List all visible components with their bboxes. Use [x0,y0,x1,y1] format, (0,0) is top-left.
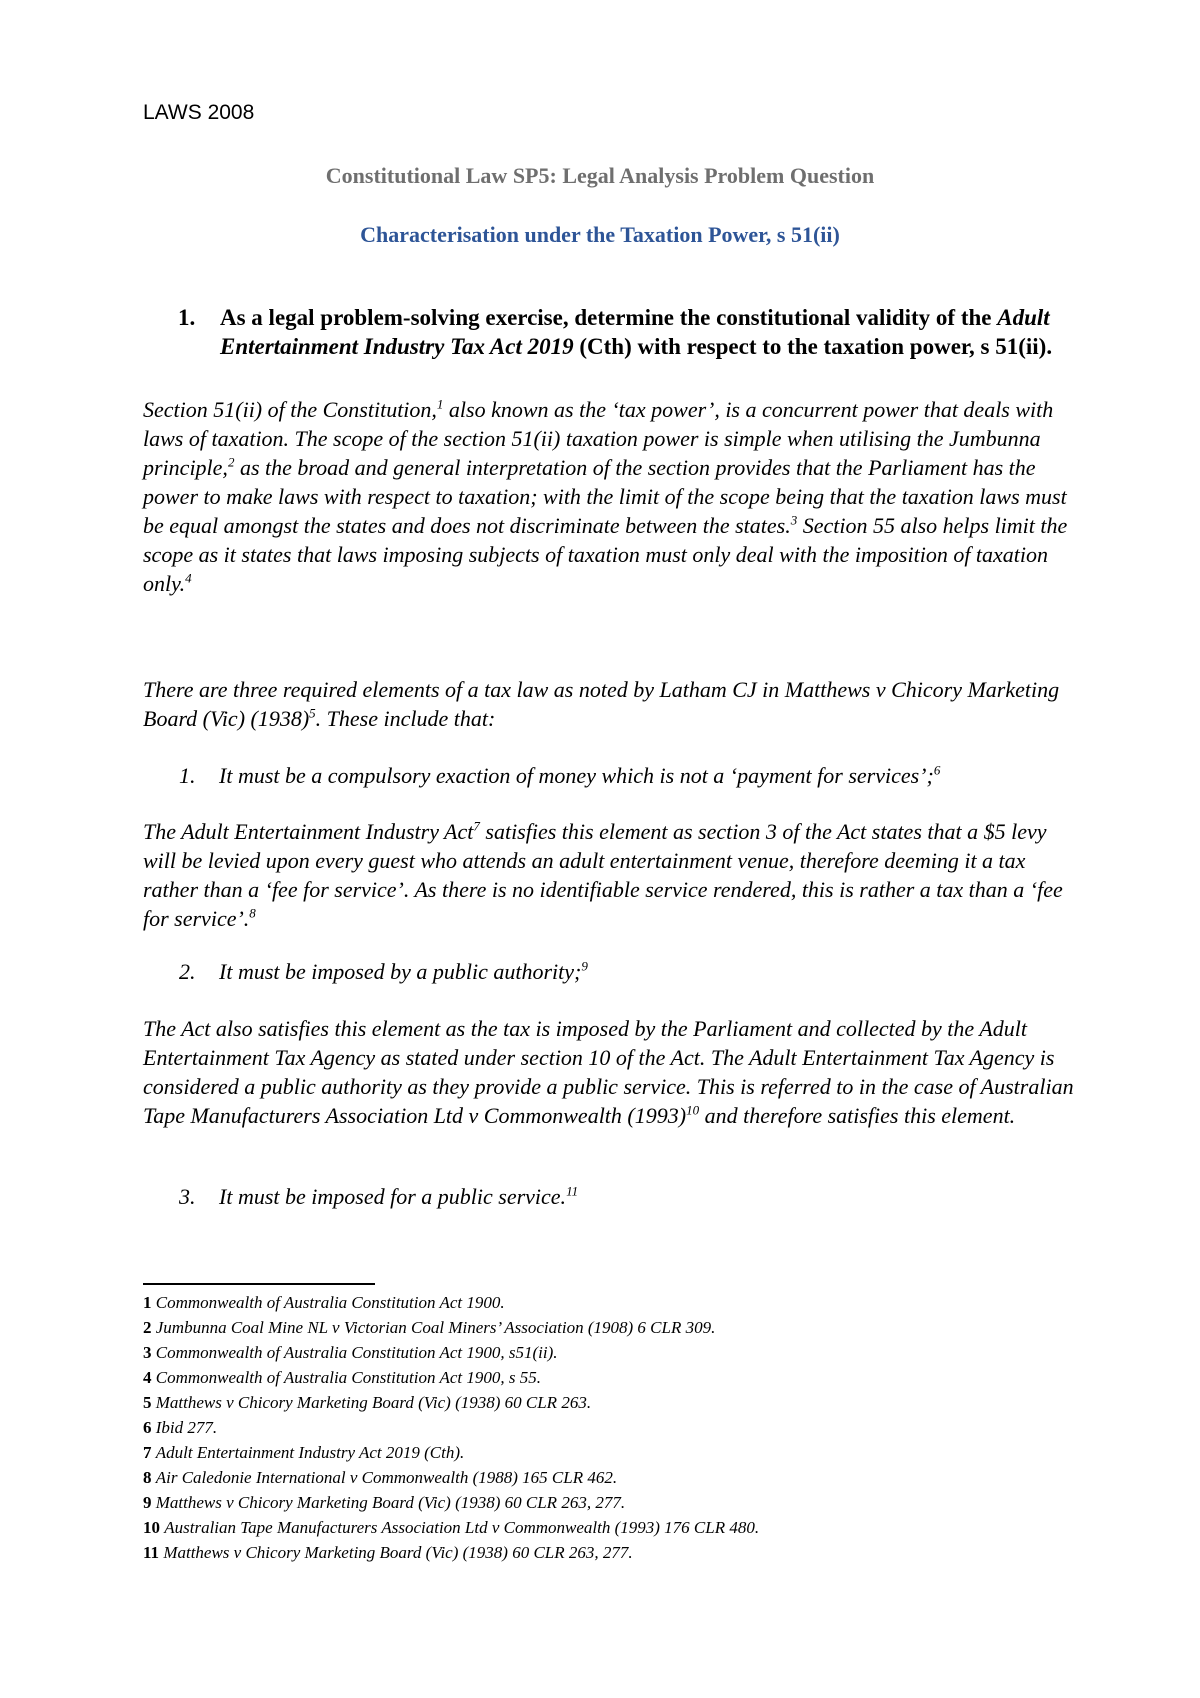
footnote-number: 7 [143,1443,152,1462]
footnote [143,1340,1103,1365]
element-text: It must be a compulsory exaction of money which is not a ‘payment for services’; [219,763,934,788]
element-item [179,761,1059,790]
footnote-number: 10 [143,1518,160,1537]
footnote-ref: 8 [249,905,256,921]
act-name: Adult Entertainment Industry Tax Act 2019 [220,305,1050,359]
footnote-number: 9 [143,1493,152,1512]
footnote-text: Matthews v Chicory Marketing Board (Vic) (1938) 60 CLR 263, 277. [163,1543,633,1562]
element-number: 3. [179,1184,196,1209]
footnote [143,1465,1103,1490]
paragraph-text: The Adult Entertainment Industry Act [143,819,474,844]
footnote-ref: 7 [473,818,480,834]
paragraph-text: Section 51(ii) of the Constitution, [143,397,437,422]
paragraph-text: satisfies this element as section 3 of the Act states that a $5 levy will be levied upon every guest who attends an adult entertainment venue, therefore deeming it a tax rather than a ‘fee for service’. As there is no identifiable service rendered, this is rather a tax than a ‘fee for service’. [143,819,1063,931]
paragraph-text: There are three required elements of a tax law as noted by Latham CJ in Matthews v Chicory Marketing Board (Vic) (1938) [143,677,1060,731]
footnote [143,1390,1103,1415]
footnote-text: Commonwealth of Australia Constitution Act 1900, s 55. [155,1368,541,1387]
paragraph-text: also known as the ‘tax power’, is a concurrent power that deals with laws of taxation. The scope of the section 51(ii) taxation power is simple when utilising the Jumbunna principle, [143,397,1054,480]
question-1 [178,303,1078,361]
footnote [143,1365,1103,1390]
footnote-ref: 2 [227,454,235,470]
paragraph-element-2 [143,1014,1083,1130]
paragraph-text: and therefore satisfies this element. [699,1103,1016,1128]
question-text-part: (Cth) with respect to the taxation power, s 51(ii). [573,334,1053,359]
question-text [220,303,1078,361]
element-item [179,1182,1059,1211]
footnote [143,1415,1103,1440]
footnote [143,1315,1103,1340]
question-number: 1. [178,305,196,330]
footnote-ref: 3 [790,512,798,528]
footnote-text: Matthews v Chicory Marketing Board (Vic) (1938) 60 CLR 263. [155,1393,592,1412]
footnote-number: 4 [143,1368,152,1387]
paragraph-element-1 [143,817,1083,933]
footnote [143,1515,1103,1540]
paragraph-text: as the broad and general interpretation of the section provides that the Parliament has the power to make laws with respect to taxation; with the limit of the scope being that the taxation laws must be equal amongst the states and does not discriminate between the states. [143,455,1067,538]
footnote [143,1440,1103,1465]
element-item [179,957,1059,986]
footnote-text: Commonwealth of Australia Constitution Act 1900. [155,1293,505,1312]
footnote-number: 1 [143,1293,152,1312]
footnote-ref: 10 [686,1102,700,1118]
footnote-number: 6 [143,1418,152,1437]
footnote [143,1540,1103,1565]
course-code: LAWS 2008 [143,101,255,124]
footnote-number: 8 [143,1468,152,1487]
footnote-number: 2 [143,1318,152,1337]
element-text: It must be imposed by a public authority; [219,959,582,984]
footnote-ref: 6 [933,762,941,778]
footnote-text: Australian Tape Manufacturers Association Ltd v Commonwealth (1993) 176 CLR 480. [164,1518,760,1537]
footnote-number: 5 [143,1393,152,1412]
footnotes [143,1290,1103,1565]
element-number: 1. [179,763,196,788]
footnote-text: Adult Entertainment Industry Act 2019 (Cth). [155,1443,465,1462]
footnote [143,1490,1103,1515]
footnote-ref: 1 [436,396,444,412]
footnote-ref: 4 [185,570,192,586]
footnote-ref: 5 [309,705,316,721]
paragraph-text: The Act also satisfies this element as the tax is imposed by the Parliament and collected by the Adult Entertainment Tax Agency as stated under section 10 of the Act. The Adult Entertainment Tax Agency is considered a public authority as they provide a public service. This is referred to in the case of Australian Tape Manufacturers Association Ltd v Commonwealth (1993) [143,1016,1074,1128]
question-text-part: As a legal problem-solving exercise, determine the constitutional validity of the [220,305,998,330]
paragraph-elements-intro [143,675,1083,733]
document-title: Constitutional Law SP5: Legal Analysis Problem Question [325,163,875,188]
footnote-text: Matthews v Chicory Marketing Board (Vic) (1938) 60 CLR 263, 277. [155,1493,626,1512]
footnote-text: Commonwealth of Australia Constitution Act 1900, s51(ii). [155,1343,558,1362]
footnote-number: 11 [143,1543,160,1562]
paragraph-text: . These include that: [315,706,496,731]
footnote-text: Ibid 277. [155,1418,218,1437]
paragraph-scope [143,395,1083,598]
footnote [143,1290,1103,1315]
element-number: 2. [179,959,196,984]
footnote-ref: 9 [581,958,588,974]
element-text: It must be imposed for a public service. [219,1184,567,1209]
footnote-text: Jumbunna Coal Mine NL v Victorian Coal Miners’ Association (1908) 6 CLR 309. [155,1318,716,1337]
paragraph-text: Section 55 also helps limit the scope as it states that laws imposing subjects of taxation must only deal with the imposition of taxation only. [143,513,1068,596]
footnote-ref: 11 [566,1183,579,1199]
footnote-text: Air Caledonie International v Commonwealth (1988) 165 CLR 462. [155,1468,618,1487]
document-subtitle: Characterisation under the Taxation Power, s 51(ii) [360,222,840,247]
footnote-number: 3 [143,1343,152,1362]
footnote-separator [143,1283,375,1285]
